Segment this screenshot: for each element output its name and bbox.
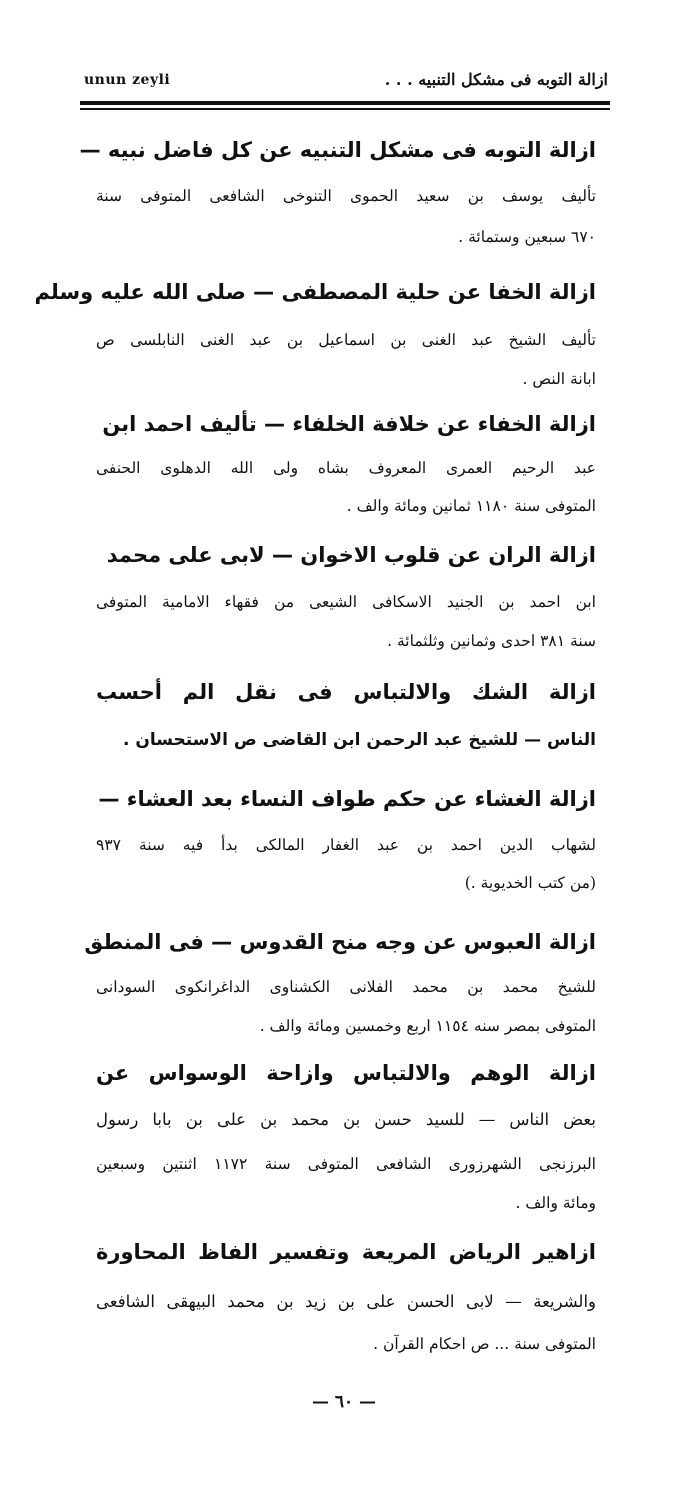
entry-title: ازالة العبوس عن وجه منح القدوس — فى المنطق bbox=[84, 930, 596, 954]
entry-body-line: لشهاب الدين احمد بن عبد الغفار المالكى بدأ فيه سنة ٩٣٧ bbox=[96, 836, 596, 854]
header-left-text: unun zeyli bbox=[84, 72, 171, 88]
entry-title: ازالة الغشاء عن حكم طواف النساء بعد العشاء — bbox=[98, 787, 596, 811]
header-right-text: ازالة التوبه فى مشكل التنبيه . . . bbox=[384, 70, 608, 89]
entry-body-line: المتوفى سنة ... ص احكام القرآن . bbox=[373, 1335, 596, 1353]
entry-body-line: عبد الرحيم العمرى المعروف بشاه ولى الله الدهلوى الحنفى bbox=[96, 459, 596, 477]
entry-title: ازالة الخفا عن حلية المصطفى — صلى الله عليه وسلم bbox=[34, 280, 596, 304]
entry-body-line: تأليف يوسف بن سعيد الحموى التنوخى الشافعى المتوفى سنة bbox=[96, 187, 596, 205]
entry-title: ازالة الوهم والالتباس وازاحة الوسواس عن bbox=[96, 1061, 596, 1085]
entry-body-line: تأليف الشيخ عبد الغنى بن اسماعيل بن عبد الغنى النابلسى ص bbox=[96, 331, 596, 349]
entry-body-line: (من كتب الخديوية .) bbox=[464, 874, 596, 892]
entry-body-line: ابانة النص . bbox=[522, 370, 596, 388]
entry-body-line: البرزنجى الشهرزورى الشافعى المتوفى سنة ١١٧٢ اثنتين وسبعين bbox=[96, 1155, 596, 1173]
page-number: — ٦٠ — bbox=[311, 1392, 377, 1412]
entry-body-line: والشريعة — لابى الحسن على بن زيد بن محمد البيهقى الشافعى bbox=[96, 1292, 596, 1311]
entry-body-line: المتوفى بمصر سنه ١١٥٤ اربع وخمسين ومائة والف . bbox=[259, 1017, 596, 1035]
entry-body-line: بعض الناس — للسيد حسن بن محمد بن على بن بابا رسول bbox=[96, 1110, 596, 1129]
entry-body-line: ومائة والف . bbox=[515, 1194, 596, 1212]
entry-title: ازالة الشك والالتباس فى نقل الم أحسب bbox=[96, 680, 596, 704]
entry-title: ازالة التوبه فى مشكل التنبيه عن كل فاضل نبيه — bbox=[79, 138, 596, 162]
entry-body-line: سنة ٣٨١ احدى وثمانين وثلثمائة . bbox=[387, 632, 596, 650]
entry-title: ازالة الران عن قلوب الاخوان — لابى على محمد bbox=[106, 543, 596, 567]
entry-body-line: المتوفى سنة ١١٨٠ ثمانين ومائة والف . bbox=[346, 497, 596, 515]
entry-body-line: الناس — للشيخ عبد الرحمن ابن القاضى ص الاستحسان . bbox=[122, 730, 596, 750]
entry-title: ازاهير الرياض المريعة وتفسير الفاظ المحاورة bbox=[96, 1240, 596, 1264]
entry-body-line: للشيخ محمد بن محمد الفلانى الكشناوى الداغرانكوى السودانى bbox=[96, 978, 596, 996]
entry-body-line: ابن احمد بن الجنيد الاسكافى الشيعى من فقهاء الامامية المتوفى bbox=[96, 593, 596, 611]
entry-body-line: ٦٧٠ سبعين وستمائة . bbox=[458, 228, 596, 246]
entry-title: ازالة الخفاء عن خلافة الخلفاء — تأليف احمد ابن bbox=[102, 412, 596, 436]
